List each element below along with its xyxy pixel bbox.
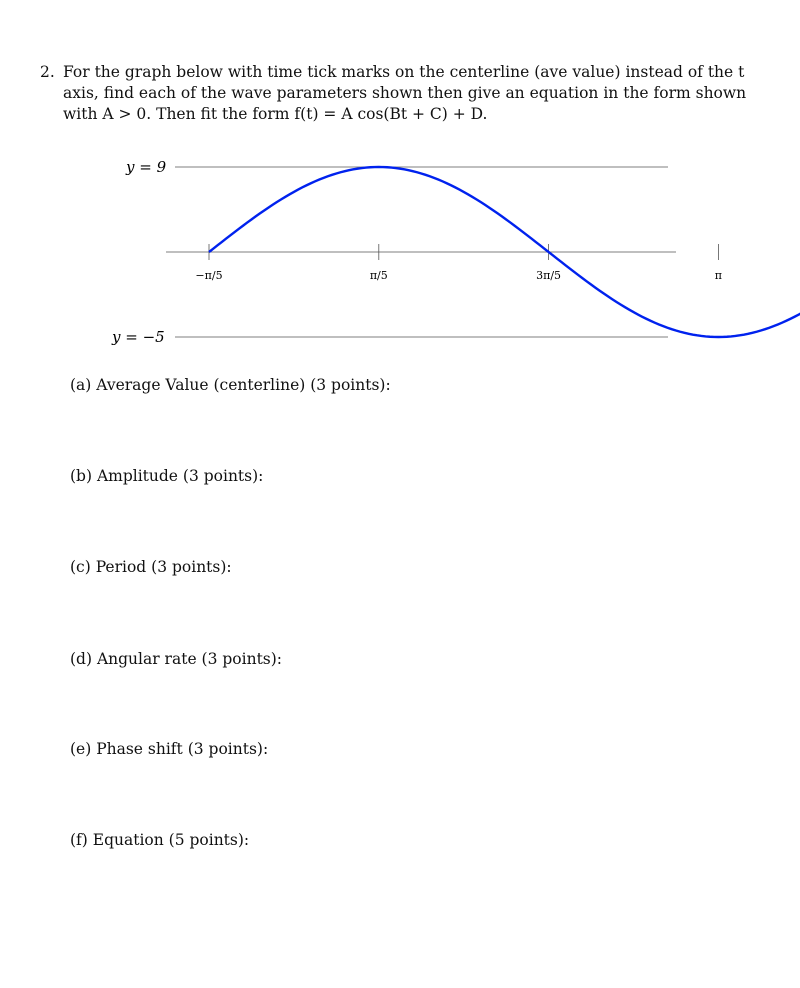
part-e: (e) Phase shift (3 points): — [70, 740, 269, 758]
problem-line-3: with A > 0. Then fit the form f(t) = A cos(Bt + C) + D. — [63, 105, 488, 123]
problem-number: 2. — [40, 63, 55, 81]
wave-curve — [209, 167, 800, 337]
y-max-label: y = 9 — [126, 158, 167, 176]
tick-label: 3π/5 — [536, 269, 562, 282]
part-d: (d) Angular rate (3 points): — [70, 650, 283, 668]
tick-label: π/5 — [369, 269, 388, 282]
part-b: (b) Amplitude (3 points): — [70, 467, 264, 485]
part-a: (a) Average Value (centerline) (3 points): — [70, 376, 391, 394]
tick-marks — [195, 244, 800, 282]
tick-label: π — [714, 269, 723, 282]
problem-line-1: For the graph below with time tick marks on the centerline (ave value) instead of the t — [63, 63, 745, 81]
tick-label: −π/5 — [195, 269, 223, 282]
problem-line-2: axis, find each of the wave parameters shown then give an equation in the form shown — [63, 84, 747, 102]
part-c: (c) Period (3 points): — [70, 558, 232, 576]
part-f: (f) Equation (5 points): — [70, 831, 250, 849]
y-min-label: y = −5 — [112, 328, 165, 346]
